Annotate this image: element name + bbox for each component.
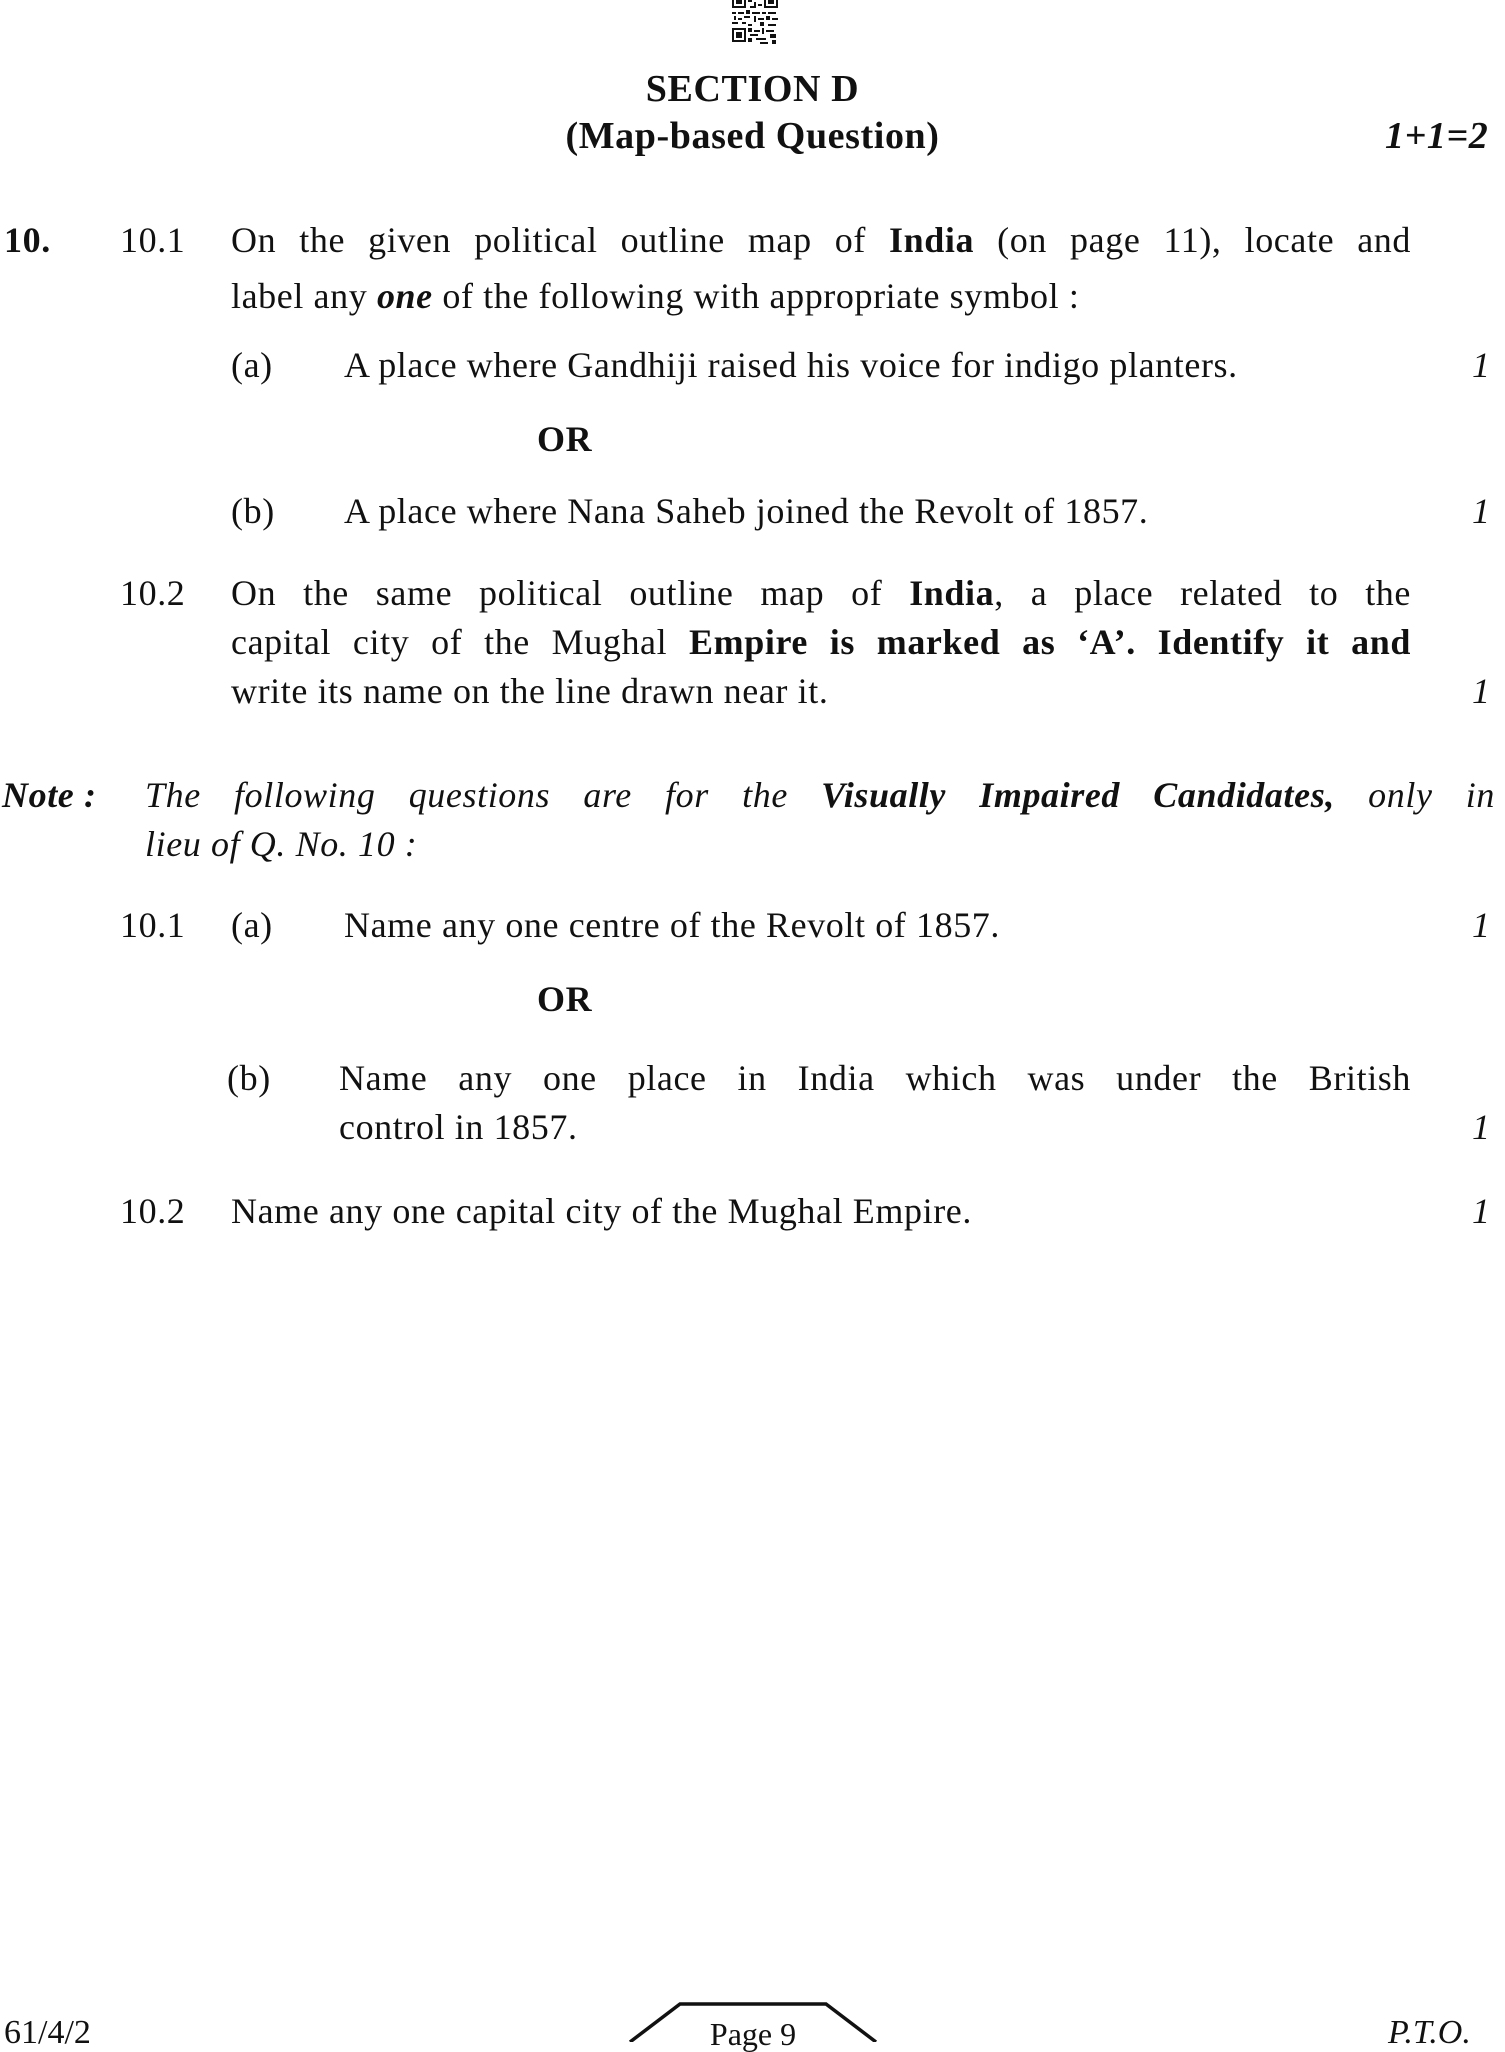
text-run: (on page 11), locate and bbox=[974, 220, 1411, 260]
section-subtitle: (Map-based Question) bbox=[565, 115, 940, 157]
paper-code: 61/4/2 bbox=[4, 2014, 91, 2051]
emphasis-one: one bbox=[376, 276, 433, 316]
text-run: only in bbox=[1334, 775, 1495, 815]
please-turn-over: P.T.O. bbox=[1388, 2014, 1471, 2051]
vi-q10-2-marks: 1 bbox=[1472, 1191, 1490, 1231]
subquestion-number-10-1: 10.1 bbox=[120, 220, 186, 260]
bold-text-india: India bbox=[889, 220, 975, 260]
page-number-box bbox=[628, 2002, 878, 2052]
note-label: Note : bbox=[2, 775, 97, 815]
text-run: label any bbox=[231, 276, 377, 316]
q10-1-line1 bbox=[231, 222, 1411, 258]
option-b-marks: 1 bbox=[1472, 491, 1490, 531]
option-a-text: A place where Gandhiji raised his voice for indigo planters. bbox=[344, 345, 1238, 385]
section-marks: 1+1=2 bbox=[1385, 115, 1489, 157]
qr-code-icon bbox=[732, 0, 778, 44]
vi-or-separator: OR bbox=[537, 979, 593, 1019]
vi-option-b-marks: 1 bbox=[1472, 1107, 1490, 1147]
text-run: The following questions are for the bbox=[145, 775, 822, 815]
vi-option-a-label: (a) bbox=[231, 905, 273, 945]
vi-q10-2-text: Name any one capital city of the Mughal Empire. bbox=[231, 1191, 972, 1231]
vi-option-a-text: Name any one centre of the Revolt of 1857. bbox=[344, 905, 1000, 945]
text-run: On the same political outline map of bbox=[231, 573, 910, 613]
option-a-label: (a) bbox=[231, 345, 273, 385]
note-line1 bbox=[145, 777, 1495, 813]
vi-option-a-marks: 1 bbox=[1472, 905, 1490, 945]
page-number: Page 9 bbox=[709, 2016, 797, 2052]
bold-text-instruction: Empire is marked as ‘A’. Identify it and bbox=[689, 622, 1411, 662]
bold-text-vi-candidates: Visually Impaired Candidates, bbox=[821, 775, 1335, 815]
vi-option-b-label: (b) bbox=[227, 1058, 271, 1098]
vi-option-b-line1: Name any one place in India which was under the British bbox=[339, 1058, 1411, 1098]
question-number: 10. bbox=[4, 220, 51, 260]
text-run: of the following with appropriate symbol : bbox=[432, 276, 1080, 316]
text-run: , a place related to the bbox=[994, 573, 1411, 613]
subquestion-number-10-2: 10.2 bbox=[120, 573, 186, 613]
text-run: capital city of the Mughal bbox=[231, 622, 690, 662]
q10-1-line2 bbox=[231, 278, 1079, 314]
vi-option-b-line2: control in 1857. bbox=[339, 1107, 578, 1147]
note-line2: lieu of Q. No. 10 : bbox=[145, 824, 418, 864]
q10-2-line2 bbox=[231, 624, 1411, 660]
bold-text-india: India bbox=[909, 573, 995, 613]
vi-subquestion-number-10-2: 10.2 bbox=[120, 1191, 186, 1231]
option-a-marks: 1 bbox=[1472, 345, 1490, 385]
or-separator: OR bbox=[537, 419, 593, 459]
q10-2-line1 bbox=[231, 575, 1411, 611]
vi-subquestion-number-10-1: 10.1 bbox=[120, 905, 186, 945]
text-run: On the given political outline map of bbox=[231, 220, 890, 260]
option-b-label: (b) bbox=[231, 491, 275, 531]
q10-2-line3: write its name on the line drawn near it. bbox=[231, 671, 829, 711]
q10-2-marks: 1 bbox=[1472, 671, 1490, 711]
option-b-text: A place where Nana Saheb joined the Revolt of 1857. bbox=[344, 491, 1149, 531]
section-title: SECTION D bbox=[645, 68, 860, 110]
